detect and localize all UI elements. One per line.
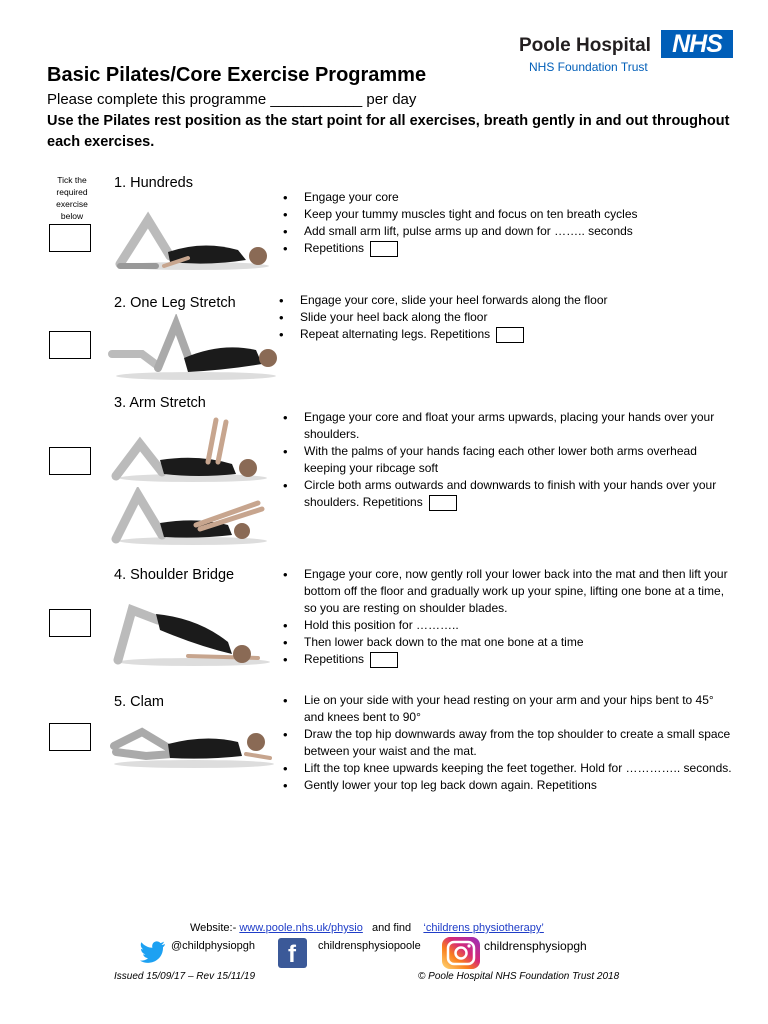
repetitions-box[interactable] bbox=[370, 241, 398, 257]
instagram-handle: childrensphysiopgh bbox=[484, 939, 587, 953]
exercise-instructions-arm-stretch bbox=[283, 409, 733, 511]
bullet: • Then lower back down to the mat one bone at a time bbox=[283, 634, 733, 651]
bullet: • Engage your core, now gently roll your lower back into the mat and then lift your bottom off the floor and gradually work up your spine, lifting one bone at a time, so you are resting on shoulder blades. bbox=[283, 566, 733, 617]
tick-box-arm-stretch[interactable] bbox=[49, 447, 91, 475]
tick-box-one-leg-stretch[interactable] bbox=[49, 331, 91, 359]
trust-name: NHS Foundation Trust bbox=[529, 60, 648, 74]
and-find-text: and find bbox=[372, 922, 412, 934]
copyright: © Poole Hospital NHS Foundation Trust 2018 bbox=[418, 971, 620, 982]
bullet-with-box bbox=[283, 240, 733, 257]
bullet: • Gently lower your top leg back down again. Repetitions bbox=[283, 777, 733, 794]
issue-date: Issued 15/09/17 – Rev 15/11/19 bbox=[114, 971, 256, 982]
exercise-instructions-shoulder-bridge bbox=[283, 566, 733, 668]
bullet-text: Repeat alternating legs. Repetitions bbox=[300, 327, 491, 341]
bullet: • With the palms of your hands facing each other lower both arms overhead keeping your ribcage soft bbox=[283, 443, 733, 477]
tick-box-shoulder-bridge[interactable] bbox=[49, 609, 91, 637]
document-title: Basic Pilates/Core Exercise Programme bbox=[47, 64, 427, 86]
bullet: • Hold this position for ……….. bbox=[283, 617, 733, 634]
website-link[interactable]: www.poole.nhs.uk/physio bbox=[239, 922, 363, 934]
exercise-title: 3. Arm Stretch bbox=[114, 395, 206, 411]
nhs-logo: NHS bbox=[661, 30, 733, 58]
frequency-line: Please complete this programme ___________ per day bbox=[47, 91, 417, 108]
tick-box-clam[interactable] bbox=[49, 723, 91, 751]
clam-figure bbox=[106, 720, 276, 770]
bullet: • Lift the top knee upwards keeping the feet together. Hold for ………….. seconds. bbox=[283, 760, 733, 777]
repetitions-box[interactable] bbox=[496, 327, 524, 343]
childrens-physiotherapy-link[interactable]: ‘childrens physiotherapy’ bbox=[423, 922, 544, 934]
bullet: • Draw the top hip downwards away from the top shoulder to create a small space between your waist and the mat. bbox=[283, 726, 733, 760]
exercise-instructions-hundreds bbox=[283, 189, 733, 257]
bullet: • Engage your core and float your arms upwards, placing your hands over your shoulders. bbox=[283, 409, 733, 443]
exercise-instructions-clam bbox=[283, 692, 733, 794]
bullet-with-box bbox=[279, 326, 729, 343]
bullet-text: Repetitions bbox=[304, 241, 365, 255]
exercise-instructions-one-leg-stretch bbox=[279, 292, 729, 343]
tick-box-hundreds[interactable] bbox=[49, 224, 91, 252]
bullet-text: Circle both arms outwards and downwards to finish with your hands over your shoulders. Repetitions bbox=[304, 478, 717, 509]
facebook-icon[interactable]: f bbox=[278, 938, 307, 968]
exercise-title: 4. Shoulder Bridge bbox=[114, 567, 235, 583]
bullet: • Lie on your side with your head resting on your arm and your hips bent to 45° and knees bent to 90° bbox=[283, 692, 733, 726]
arm-stretch-figure-2 bbox=[108, 487, 268, 547]
instructions: Use the Pilates rest position as the start point for all exercises, breath gently in and out throughout each exercises. bbox=[47, 113, 730, 150]
arm-stretch-figure-1 bbox=[108, 414, 268, 484]
tick-label: Tick the required exercise below bbox=[56, 175, 88, 221]
one-leg-stretch-figure bbox=[106, 314, 278, 384]
website-line bbox=[190, 922, 544, 934]
bullet: • Engage your core bbox=[283, 189, 733, 206]
repetitions-box[interactable] bbox=[370, 652, 398, 668]
repetitions-box[interactable] bbox=[429, 495, 457, 511]
bullet-with-box bbox=[283, 477, 733, 511]
bullet-with-box bbox=[283, 651, 733, 668]
website-label: Website:- bbox=[190, 922, 237, 934]
shoulder-bridge-figure bbox=[108, 596, 270, 668]
hundreds-figure bbox=[108, 200, 273, 272]
bullet-text: Repetitions bbox=[304, 652, 365, 666]
bullet: • Slide your heel back along the floor bbox=[279, 309, 729, 326]
bullet: • Add small arm lift, pulse arms up and down for …….. seconds bbox=[283, 223, 733, 240]
exercise-title: 2. One Leg Stretch bbox=[114, 295, 236, 311]
hospital-name: Poole Hospital bbox=[519, 35, 651, 56]
exercise-title: 1. Hundreds bbox=[114, 175, 193, 191]
twitter-icon[interactable] bbox=[139, 940, 167, 964]
bullet: • Keep your tummy muscles tight and focus on ten breath cycles bbox=[283, 206, 733, 223]
facebook-handle: childrensphysiopoole bbox=[318, 940, 421, 952]
instagram-icon[interactable] bbox=[441, 936, 481, 970]
exercise-title: 5. Clam bbox=[114, 694, 164, 710]
bullet: • Engage your core, slide your heel forwards along the floor bbox=[279, 292, 729, 309]
twitter-handle: @childphysiopgh bbox=[171, 940, 255, 952]
